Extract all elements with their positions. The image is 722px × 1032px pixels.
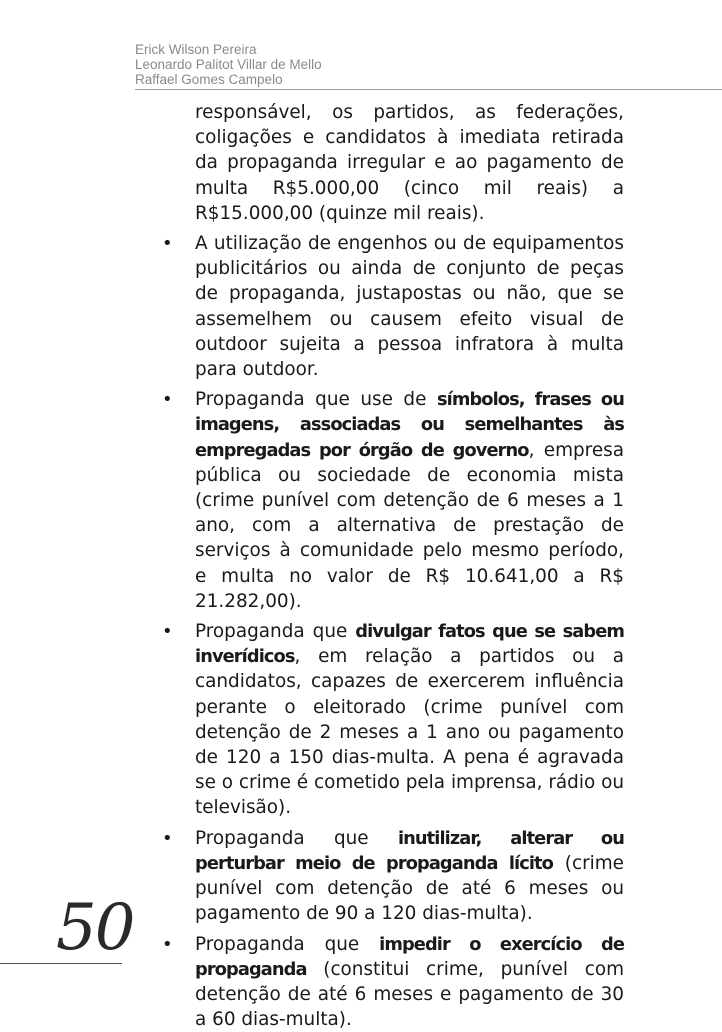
running-header-authors <box>135 42 322 87</box>
page-number: 50 <box>56 893 133 963</box>
author-name: Leonardo Palitot Villar de Mello <box>135 57 322 72</box>
item-emphasis: divulgar fatos que se sabem inverídicos <box>195 621 624 667</box>
item-text: (crime punível com detenção de até 6 meses ou pagamento de 90 a 120 dias-multa). <box>195 853 624 924</box>
list-item <box>195 619 624 821</box>
list-item <box>195 231 624 382</box>
list-item <box>195 932 624 1032</box>
item-emphasis: símbolos, frases ou imagens, associadas ou semelhantes às empregadas por órgão de governo <box>195 389 624 460</box>
list-item <box>195 826 624 927</box>
item-text: Propaganda que <box>195 621 355 642</box>
item-text: (constitui crime, punível com detenção de até 6 meses e pagamento de 30 a 60 dias-multa). <box>195 959 624 1030</box>
item-text: Propaganda que <box>195 828 398 849</box>
footer-divider <box>0 963 122 964</box>
page-body <box>195 100 624 1032</box>
author-name: Erick Wilson Pereira <box>135 42 322 57</box>
item-text: A utilização de engenhos ou de equipamentos publicitários ou ainda de conjunto de peças de propaganda, justapostas ou não, que se assemelhem ou causem efeito visual de outdoor sujeita a pessoa infratora à multa para outdoor. <box>195 233 624 380</box>
item-text: , em relação a partidos ou a candidatos, capazes de exercerem influência perante o eleitorado (crime punível com detenção de 2 meses a 1 ano ou pagamento de 120 a 150 dias-multa. A pena é agravada se o crime é cometido pela imprensa, rádio ou televisão). <box>195 646 624 818</box>
bullet-icon: • <box>162 619 173 644</box>
item-text: Propaganda que use de <box>195 389 437 410</box>
author-name: Raffael Gomes Campelo <box>135 72 322 87</box>
item-emphasis: impedir o exercício de propaganda <box>195 934 624 980</box>
header-divider <box>135 89 722 90</box>
bullet-icon: • <box>162 932 173 957</box>
intro-paragraph: responsável, os partidos, as federações, coligações e candidatos à imediata retirada da propaganda irregular e ao pagamento de multa R$5.000,00 (cinco mil reais) a R$15.000,00 (quinze mil reais). <box>195 100 624 226</box>
bullet-icon: • <box>162 387 173 412</box>
item-text: , empresa pública ou sociedade de economia mista (crime punível com detenção de 6 meses a 1 ano, com a alternativa de prestação de serviços à comunidade pelo mesmo período, e multa no valor de R$ 10.641,00 a R$ 21.282,00). <box>195 440 624 612</box>
bullet-icon: • <box>162 826 173 851</box>
item-text: Propaganda que <box>195 934 379 955</box>
list-item <box>195 387 624 614</box>
item-emphasis: inutilizar, alterar ou perturbar meio de propaganda lícito <box>195 828 624 874</box>
bullet-icon: • <box>162 231 173 256</box>
